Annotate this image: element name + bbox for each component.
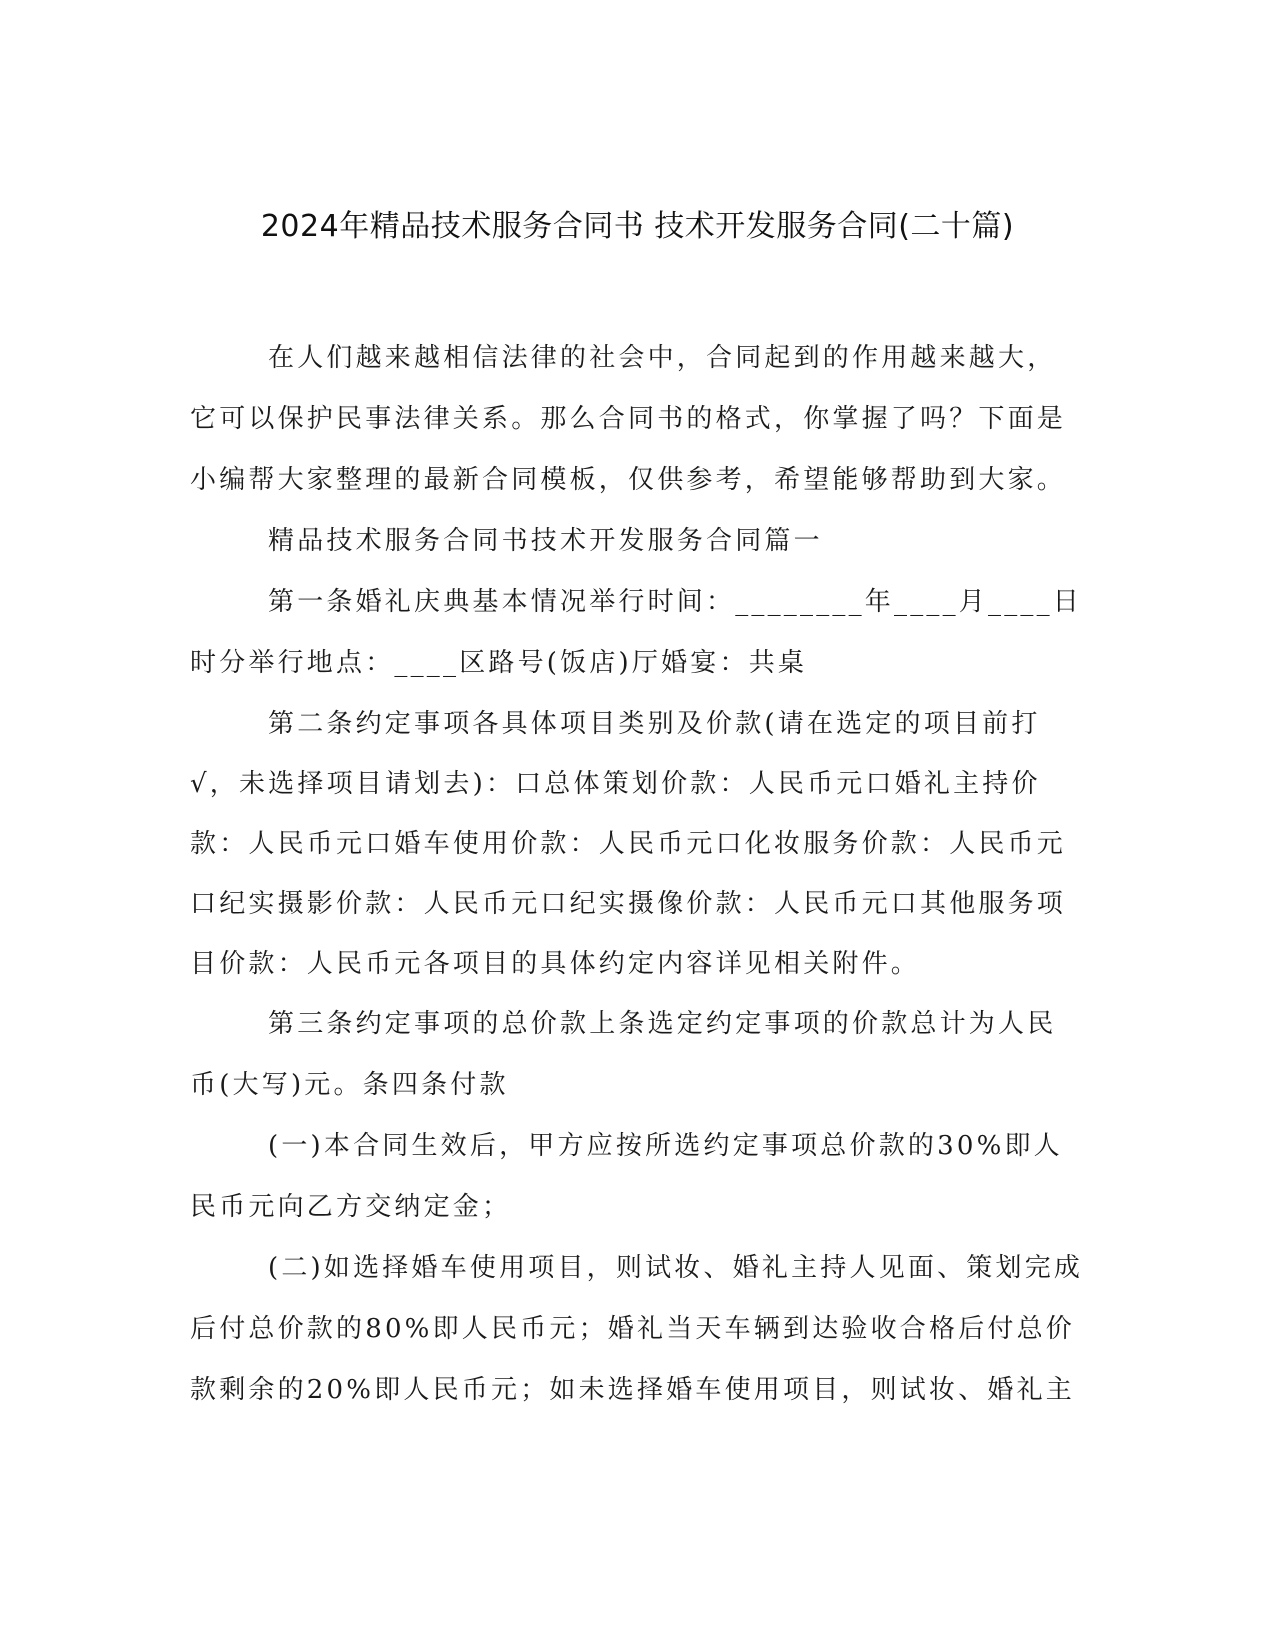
article-three-paragraph: 第三条约定事项的总价款上条选定约定事项的价款总计为人民币(大写)元。条四条付款 xyxy=(190,1009,1057,1100)
intro-paragraph: 在人们越来越相信法律的社会中，合同起到的作用越来越大，它可以保护民事法律关系。那么合同书的格式，你掌握了吗？下面是小编帮大家整理的最新合同模板，仅供参考，希望能够帮助到大家。 xyxy=(190,343,1067,495)
document-body xyxy=(190,328,1085,1421)
payment-clause-one: (一)本合同生效后，甲方应按所选约定事项总价款的30%即人民币元向乙方交纳定金； xyxy=(190,1131,1063,1222)
article-one-paragraph: 第一条婚礼庆典基本情况举行时间：________年____月____日时分举行地点：____区路号(饭店)厅婚宴：共桌 xyxy=(190,587,1083,678)
section-heading: 精品技术服务合同书技术开发服务合同篇一 xyxy=(268,526,823,556)
article-two-paragraph: 第二条约定事项各具体项目类别及价款(请在选定的项目前打√，未选择项目请划去)：口总体策划价款：人民币元口婚礼主持价款：人民币元口婚车使用价款：人民币元口化妆服务价款：人民币元口纪实摄影价款：人民币元口纪实摄像价款：人民币元口其他服务项目价款：人民币元各项目的具体约定内容详见相关附件。 xyxy=(190,709,1067,979)
document-title: 2024年精品技术服务合同书 技术开发服务合同(二十篇) xyxy=(260,209,1015,244)
payment-clause-two: (二)如选择婚车使用项目，则试妆、婚礼主持人见面、策划完成后付总价款的80%即人民币元；婚礼当天车辆到达验收合格后付总价款剩余的20%即人民币元；如未选择婚车使用项目，则试妆、婚礼主 xyxy=(190,1253,1084,1405)
